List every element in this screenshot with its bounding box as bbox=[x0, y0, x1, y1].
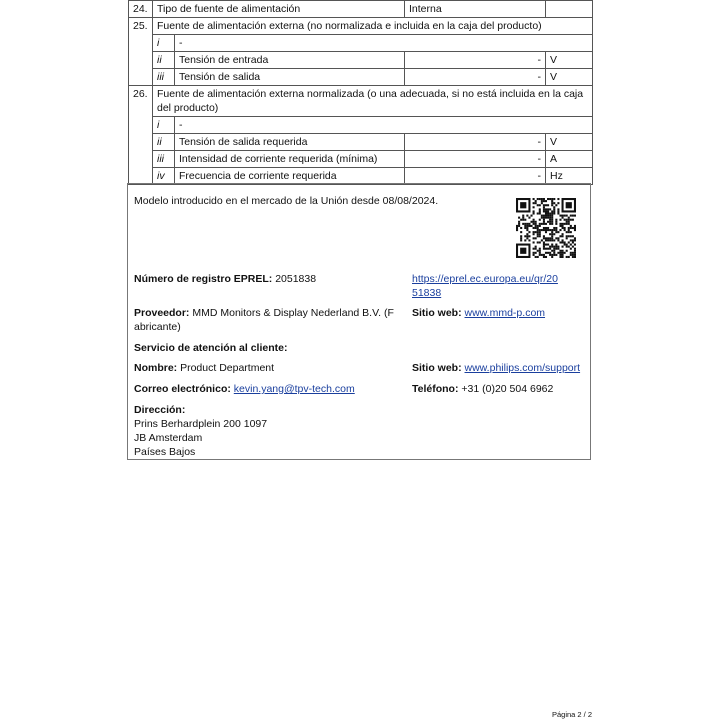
support-website-link[interactable]: www.philips.com/support bbox=[464, 362, 581, 374]
row-number: 26. bbox=[129, 86, 153, 185]
subrow-label: Tensión de entrada bbox=[175, 52, 405, 69]
contact-phone bbox=[412, 382, 553, 396]
support-website-label: Sitio web: bbox=[412, 362, 462, 374]
subrow-value: - bbox=[405, 52, 546, 69]
subrow-25-ii bbox=[129, 52, 593, 69]
subrow-26-iv bbox=[129, 168, 593, 185]
address-line2: JB Amsterdam bbox=[134, 432, 203, 444]
page-number: Página 2 / 2 bbox=[551, 710, 592, 719]
support-website bbox=[412, 361, 580, 375]
subrow-index: i bbox=[153, 117, 175, 134]
subrow-25-i bbox=[129, 35, 593, 52]
address-line1: Prins Berhardplein 200 1097 bbox=[134, 418, 268, 430]
address-label: Dirección: bbox=[134, 404, 186, 416]
row-unit bbox=[546, 1, 593, 18]
row-value: Interna bbox=[405, 1, 546, 18]
subrow-unit: V bbox=[546, 69, 593, 86]
row-label: Fuente de alimentación externa normalizada (o una adecuada, si no está incluida en la caja del producto) bbox=[153, 86, 593, 117]
eprel-registration bbox=[134, 272, 316, 286]
supplier-name-line2: abricante) bbox=[134, 321, 181, 333]
supplier-website bbox=[412, 306, 545, 320]
product-info-card bbox=[127, 183, 591, 460]
eprel-link-line2[interactable]: 51838 bbox=[412, 287, 442, 299]
subrow-index: iv bbox=[153, 168, 175, 185]
supplier-website-link[interactable]: www.mmd-p.com bbox=[464, 307, 546, 319]
subrow-value: - bbox=[405, 134, 546, 151]
subrow-index: iii bbox=[153, 69, 175, 86]
supplier-name-line1: MMD Monitors & Display Nederland B.V. (F bbox=[192, 307, 394, 319]
eprel-link[interactable] bbox=[412, 272, 558, 300]
subrow-25-iii bbox=[129, 69, 593, 86]
subrow-label: Frecuencia de corriente requerida bbox=[175, 168, 405, 185]
subrow-label: Tensión de salida requerida bbox=[175, 134, 405, 151]
subrow-26-iii bbox=[129, 151, 593, 168]
subrow-unit: V bbox=[546, 134, 593, 151]
customer-service-heading: Servicio de atención al cliente: bbox=[134, 342, 288, 354]
supplier-label: Proveedor: bbox=[134, 307, 190, 319]
contact-name bbox=[134, 361, 274, 375]
qr-code-icon bbox=[516, 198, 576, 258]
subrow-unit: A bbox=[546, 151, 593, 168]
phone-value: +31 (0)20 504 6962 bbox=[461, 383, 554, 395]
address bbox=[134, 403, 267, 459]
phone-label: Teléfono: bbox=[412, 383, 459, 395]
subrow-unit: V bbox=[546, 52, 593, 69]
spec-table bbox=[128, 0, 593, 185]
name-label: Nombre: bbox=[134, 362, 178, 374]
address-line3: Países Bajos bbox=[134, 446, 196, 458]
supplier bbox=[134, 306, 394, 334]
subrow-value: - bbox=[405, 151, 546, 168]
subrow-label: Tensión de salida bbox=[175, 69, 405, 86]
email-label: Correo electrónico: bbox=[134, 383, 231, 395]
row-number: 25. bbox=[129, 18, 153, 86]
website-label: Sitio web: bbox=[412, 307, 462, 319]
subrow-value: - bbox=[405, 69, 546, 86]
name-value: Product Department bbox=[180, 362, 275, 374]
row-25 bbox=[129, 18, 593, 35]
subrow-index: i bbox=[153, 35, 175, 52]
subrow-index: ii bbox=[153, 134, 175, 151]
eprel-value: 2051838 bbox=[275, 273, 317, 285]
subrow-index: iii bbox=[153, 151, 175, 168]
subrow-26-ii bbox=[129, 134, 593, 151]
subrow-label: - bbox=[175, 35, 593, 52]
row-label: Fuente de alimentación externa (no normalizada e incluida en la caja del producto) bbox=[153, 18, 593, 35]
subrow-index: ii bbox=[153, 52, 175, 69]
eprel-label: Número de registro EPREL: bbox=[134, 273, 273, 285]
eprel-link-line1[interactable]: https://eprel.ec.europa.eu/qr/20 bbox=[412, 273, 558, 285]
subrow-unit: Hz bbox=[546, 168, 593, 185]
subrow-value: - bbox=[405, 168, 546, 185]
subrow-label: - bbox=[175, 117, 593, 134]
row-label: Tipo de fuente de alimentación bbox=[153, 1, 405, 18]
row-26 bbox=[129, 86, 593, 117]
market-intro-text: Modelo introducido en el mercado de la Unión desde 08/08/2024. bbox=[134, 195, 439, 207]
subrow-26-i bbox=[129, 117, 593, 134]
contact-email bbox=[134, 382, 355, 396]
row-24 bbox=[129, 1, 593, 18]
subrow-label: Intensidad de corriente requerida (mínima) bbox=[175, 151, 405, 168]
email-link[interactable]: kevin.yang@tpv-tech.com bbox=[233, 383, 355, 395]
row-number: 24. bbox=[129, 1, 153, 18]
